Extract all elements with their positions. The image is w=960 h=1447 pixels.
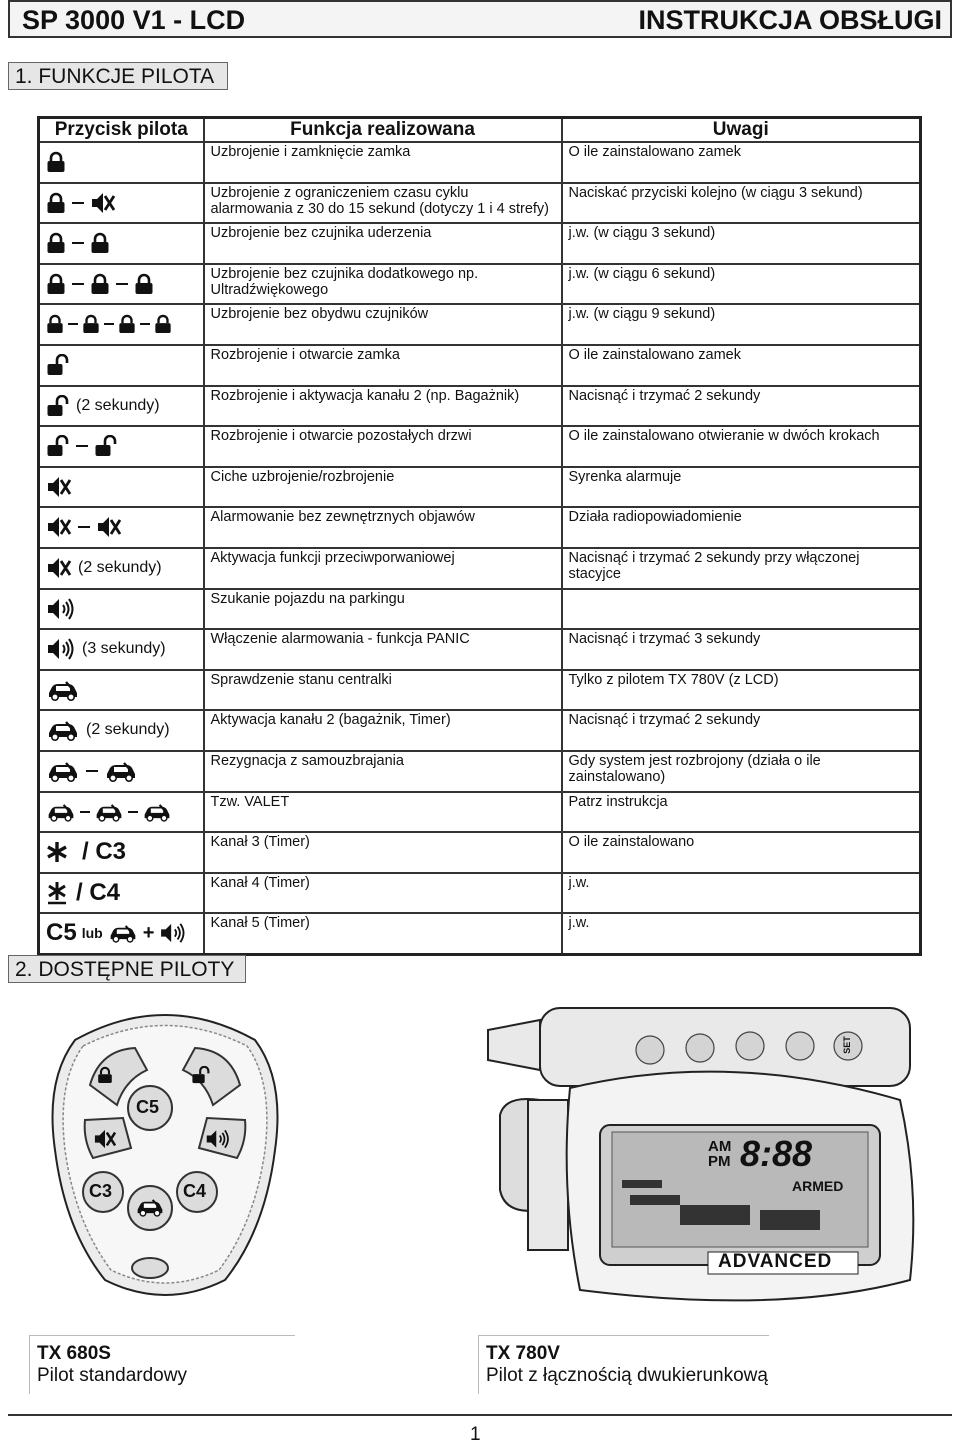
table-row bbox=[39, 548, 921, 589]
lock-icon bbox=[134, 273, 154, 295]
row-icons bbox=[39, 832, 204, 873]
car-icon bbox=[94, 802, 124, 822]
row-icons bbox=[39, 710, 204, 751]
doc-title: SP 3000 V1 - LCD bbox=[22, 5, 246, 35]
unlock-icon bbox=[46, 435, 70, 457]
row-icons bbox=[39, 183, 204, 224]
row-icons bbox=[39, 670, 204, 711]
row-note: Nacisnąć i trzymać 2 sekundy bbox=[562, 386, 921, 427]
hold-duration-label: (3 sekundy) bbox=[82, 640, 166, 658]
remote-model: TX 680S bbox=[37, 1343, 111, 1364]
row-icons bbox=[39, 142, 204, 183]
row-note: j.w. (w ciągu 3 sekund) bbox=[562, 223, 921, 264]
lock-icon bbox=[82, 314, 100, 334]
asterisk-icon bbox=[46, 841, 68, 863]
channel-label: / C4 bbox=[76, 878, 121, 906]
row-icons bbox=[39, 548, 204, 589]
doc-subtitle: INSTRUKCJA OBSŁUGI bbox=[638, 5, 942, 35]
lock-icon bbox=[46, 192, 66, 214]
row-note bbox=[562, 589, 921, 630]
table-row bbox=[39, 670, 921, 711]
mute-siren-icon bbox=[90, 191, 116, 215]
row-icons bbox=[39, 467, 204, 508]
table-header-row bbox=[39, 118, 921, 143]
lcd-time-display: 8:88 bbox=[740, 1133, 813, 1174]
set-button-label: SET bbox=[841, 1036, 852, 1054]
lock-icon bbox=[90, 273, 110, 295]
row-function: Aktywacja kanału 2 (bagażnik, Timer) bbox=[204, 710, 562, 751]
row-note: O ile zainstalowano otwieranie w dwóch krokach bbox=[562, 426, 921, 467]
row-function: Rezygnacja z samouzbrajania bbox=[204, 751, 562, 792]
row-icons bbox=[39, 426, 204, 467]
page-number: 1 bbox=[470, 1424, 481, 1445]
asterisk-underline-icon bbox=[46, 881, 68, 905]
row-icons bbox=[39, 304, 204, 345]
table-row bbox=[39, 913, 921, 954]
row-function: Aktywacja funkcji przeciwporwaniowej bbox=[204, 548, 562, 589]
lock-icon bbox=[118, 314, 136, 334]
or-label: lub bbox=[81, 925, 103, 942]
lcd-pm: PM bbox=[708, 1153, 731, 1170]
row-note: Nacisnąć i trzymać 3 sekundy bbox=[562, 629, 921, 670]
siren-icon bbox=[205, 1128, 231, 1150]
row-note: Gdy system jest rozbrojony (działa o ile zainstalowano) bbox=[562, 751, 921, 792]
unlock-icon bbox=[191, 1066, 211, 1084]
table-row bbox=[39, 751, 921, 792]
car-icon bbox=[108, 923, 138, 943]
row-note: Nacisnąć i trzymać 2 sekundy przy włączonej stacyjce bbox=[562, 548, 921, 589]
row-function: Kanał 3 (Timer) bbox=[204, 832, 562, 873]
row-note: Syrenka alarmuje bbox=[562, 467, 921, 508]
row-function: Kanał 4 (Timer) bbox=[204, 873, 562, 914]
mute-siren-icon bbox=[46, 475, 72, 499]
table-row bbox=[39, 507, 921, 548]
row-note: Działa radiopowiadomienie bbox=[562, 507, 921, 548]
unlock-icon bbox=[46, 354, 70, 376]
row-icons bbox=[39, 873, 204, 914]
row-icons bbox=[39, 507, 204, 548]
row-function: Rozbrojenie i otwarcie zamka bbox=[204, 345, 562, 386]
row-function: Alarmowanie bez zewnętrznych objawów bbox=[204, 507, 562, 548]
siren-icon bbox=[46, 637, 76, 661]
remote-model: TX 780V bbox=[486, 1343, 560, 1364]
page-header bbox=[8, 0, 952, 38]
car-icon bbox=[46, 760, 80, 782]
row-icons bbox=[39, 751, 204, 792]
row-note: Patrz instrukcja bbox=[562, 792, 921, 833]
functions-table bbox=[37, 116, 922, 956]
section-heading-1: 1. FUNKCJE PILOTA bbox=[8, 62, 228, 90]
row-function: Ciche uzbrojenie/rozbrojenie bbox=[204, 467, 562, 508]
row-function: Włączenie alarmowania - funkcja PANIC bbox=[204, 629, 562, 670]
unlock-icon bbox=[94, 435, 118, 457]
mute-siren-icon bbox=[96, 515, 122, 539]
row-note: j.w. bbox=[562, 913, 921, 954]
remote-button-c4: C4 bbox=[183, 1181, 207, 1201]
row-function: Rozbrojenie i otwarcie pozostałych drzwi bbox=[204, 426, 562, 467]
channel-label: C5 bbox=[46, 919, 77, 947]
mute-siren-icon bbox=[93, 1128, 117, 1150]
table-row bbox=[39, 792, 921, 833]
hold-duration-label: (2 sekundy) bbox=[76, 396, 160, 414]
remote-tx680s-image bbox=[35, 1000, 295, 1300]
row-icons bbox=[39, 223, 204, 264]
row-note: j.w. bbox=[562, 873, 921, 914]
row-note: Tylko z pilotem TX 780V (z LCD) bbox=[562, 670, 921, 711]
table-row bbox=[39, 142, 921, 183]
unlock-icon bbox=[46, 395, 70, 417]
table-row bbox=[39, 873, 921, 914]
plus-label: + bbox=[142, 921, 155, 944]
section-heading-2: 2. DOSTĘPNE PILOTY bbox=[8, 955, 246, 983]
mute-siren-icon bbox=[46, 515, 72, 539]
remote-caption-tx780v bbox=[486, 1343, 768, 1387]
table-row bbox=[39, 832, 921, 873]
row-note: Nacisnąć i trzymać 2 sekundy bbox=[562, 710, 921, 751]
lock-icon bbox=[46, 151, 66, 173]
lock-icon bbox=[46, 314, 64, 334]
table-row bbox=[39, 304, 921, 345]
remote-caption-tx680s bbox=[37, 1343, 187, 1387]
car-icon bbox=[104, 760, 138, 782]
row-icons bbox=[39, 913, 204, 954]
car-icon bbox=[135, 1197, 165, 1217]
row-function: Uzbrojenie bez obydwu czujników bbox=[204, 304, 562, 345]
remote-tx780v-image bbox=[480, 990, 925, 1325]
lock-icon bbox=[90, 232, 110, 254]
lcd-am: AM bbox=[708, 1138, 732, 1155]
row-function: Szukanie pojazdu na parkingu bbox=[204, 589, 562, 630]
dash-separator bbox=[72, 202, 84, 204]
brand-logo: ADVANCED bbox=[718, 1251, 833, 1272]
remote-desc: Pilot standardowy bbox=[37, 1365, 187, 1386]
channel-label: / C3 bbox=[82, 838, 127, 866]
mute-siren-icon bbox=[46, 556, 72, 580]
footer-divider bbox=[8, 1414, 952, 1416]
table-row bbox=[39, 223, 921, 264]
table-row bbox=[39, 345, 921, 386]
lock-icon bbox=[97, 1066, 113, 1084]
car-icon bbox=[46, 679, 80, 701]
lock-icon bbox=[46, 273, 66, 295]
row-function: Kanał 5 (Timer) bbox=[204, 913, 562, 954]
lock-icon bbox=[46, 232, 66, 254]
row-function: Tzw. VALET bbox=[204, 792, 562, 833]
remote-button-c3: C3 bbox=[89, 1181, 113, 1201]
row-function: Uzbrojenie z ograniczeniem czasu cyklu alarmowania z 30 do 15 sekund (dotyczy 1 i 4 strefy) bbox=[204, 183, 562, 224]
row-icons bbox=[39, 589, 204, 630]
row-function: Sprawdzenie stanu centralki bbox=[204, 670, 562, 711]
row-note: j.w. (w ciągu 9 sekund) bbox=[562, 304, 921, 345]
row-icons bbox=[39, 264, 204, 305]
row-note: O ile zainstalowano bbox=[562, 832, 921, 873]
table-row bbox=[39, 183, 921, 224]
table-row bbox=[39, 629, 921, 670]
lock-icon bbox=[154, 314, 172, 334]
row-note: O ile zainstalowano zamek bbox=[562, 345, 921, 386]
remote-button-c5: C5 bbox=[136, 1097, 160, 1117]
row-icons bbox=[39, 629, 204, 670]
row-icons bbox=[39, 345, 204, 386]
row-icons bbox=[39, 792, 204, 833]
row-function: Uzbrojenie bez czujnika dodatkowego np. Ultradźwiękowego bbox=[204, 264, 562, 305]
row-icons bbox=[39, 386, 204, 427]
row-function: Uzbrojenie bez czujnika uderzenia bbox=[204, 223, 562, 264]
remote-desc: Pilot z łącznością dwukierunkową bbox=[486, 1365, 768, 1386]
hold-duration-label: (2 sekundy) bbox=[86, 721, 170, 739]
row-note: j.w. (w ciągu 6 sekund) bbox=[562, 264, 921, 305]
table-row bbox=[39, 467, 921, 508]
lcd-armed: ARMED bbox=[792, 1178, 844, 1194]
siren-icon bbox=[159, 922, 187, 944]
col-header-button: Przycisk pilota bbox=[39, 118, 204, 143]
row-function: Rozbrojenie i aktywacja kanału 2 (np. Bagażnik) bbox=[204, 386, 562, 427]
hold-duration-label: (2 sekundy) bbox=[78, 558, 162, 576]
table-row bbox=[39, 386, 921, 427]
car-icon bbox=[46, 719, 80, 741]
car-icon bbox=[142, 802, 172, 822]
col-header-function: Funkcja realizowana bbox=[204, 118, 562, 143]
row-note: Naciskać przyciski kolejno (w ciągu 3 sekund) bbox=[562, 183, 921, 224]
table-row bbox=[39, 264, 921, 305]
col-header-notes: Uwagi bbox=[562, 118, 921, 143]
car-icon bbox=[46, 802, 76, 822]
table-row bbox=[39, 589, 921, 630]
dash-separator bbox=[72, 242, 84, 244]
row-note: O ile zainstalowano zamek bbox=[562, 142, 921, 183]
table-row bbox=[39, 710, 921, 751]
row-function: Uzbrojenie i zamknięcie zamka bbox=[204, 142, 562, 183]
siren-icon bbox=[46, 597, 76, 621]
table-row bbox=[39, 426, 921, 467]
